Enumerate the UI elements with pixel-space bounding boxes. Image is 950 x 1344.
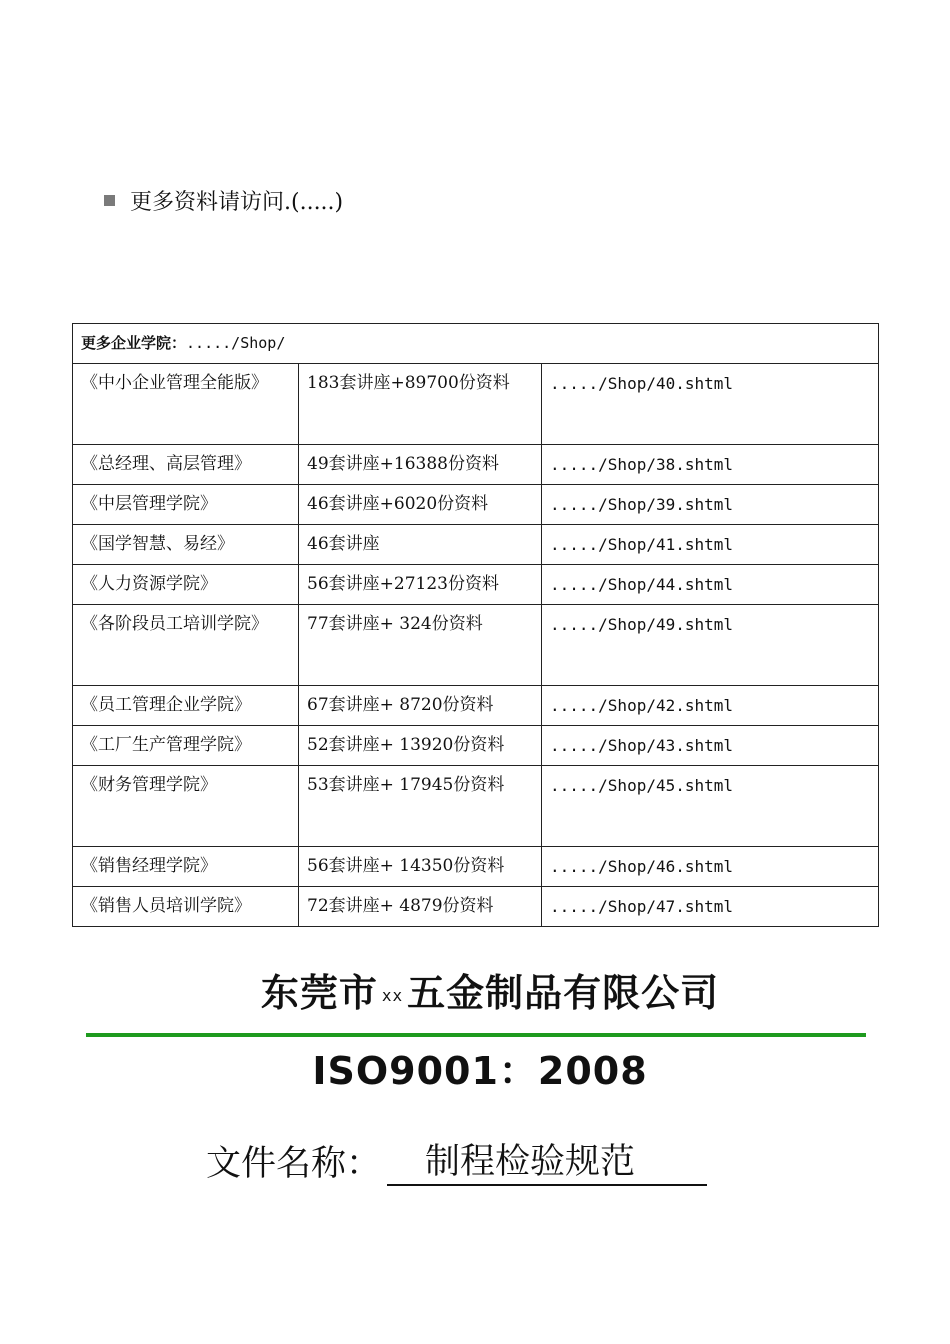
course-link[interactable]: ...../Shop/41.shtml (542, 525, 879, 565)
course-content: 52套讲座+ 13920份资料 (299, 726, 542, 766)
course-name: 《销售经理学院》 (73, 847, 299, 887)
course-name: 《中层管理学院》 (73, 485, 299, 525)
course-table (72, 323, 879, 927)
document-name-line (206, 1138, 707, 1186)
course-name: 《销售人员培训学院》 (73, 887, 299, 927)
course-name: 《工厂生产管理学院》 (73, 726, 299, 766)
course-content: 77套讲座+ 324份资料 (299, 605, 542, 686)
course-content: 67套讲座+ 8720份资料 (299, 686, 542, 726)
table-row (73, 485, 879, 525)
table-header-cell (73, 324, 879, 364)
course-link[interactable]: ...../Shop/46.shtml (542, 847, 879, 887)
table-row (73, 686, 879, 726)
course-name: 《国学智慧、易经》 (73, 525, 299, 565)
course-link[interactable]: ...../Shop/42.shtml (542, 686, 879, 726)
course-name: 《各阶段员工培训学院》 (73, 605, 299, 686)
header-link[interactable]: ...../Shop/ (186, 334, 286, 352)
table-row (73, 445, 879, 485)
table-row (73, 525, 879, 565)
course-name: 《总经理、高层管理》 (73, 445, 299, 485)
header-label: 更多企业学院： (81, 334, 187, 352)
table-row (73, 364, 879, 445)
course-name: 《财务管理学院》 (73, 766, 299, 847)
course-link[interactable]: ...../Shop/49.shtml (542, 605, 879, 686)
course-content: 72套讲座+ 4879份资料 (299, 887, 542, 927)
course-content: 183套讲座+89700份资料 (299, 364, 542, 445)
table-row (73, 565, 879, 605)
course-link[interactable]: ...../Shop/44.shtml (542, 565, 879, 605)
table-row (73, 847, 879, 887)
course-link[interactable]: ...../Shop/47.shtml (542, 887, 879, 927)
visit-note-text: 更多资料请访问.(.....) (130, 189, 344, 215)
document-name-value: 制程检验规范 (387, 1140, 707, 1186)
course-link[interactable]: ...../Shop/40.shtml (542, 364, 879, 445)
table-row (73, 605, 879, 686)
course-content: 46套讲座 (299, 525, 542, 565)
course-link[interactable]: ...../Shop/38.shtml (542, 445, 879, 485)
green-divider (86, 1033, 866, 1037)
iso-standard: ISO9001：2008 (312, 1049, 648, 1093)
course-content: 53套讲座+ 17945份资料 (299, 766, 542, 847)
document-name-label: 文件名称： (206, 1144, 382, 1184)
course-link[interactable]: ...../Shop/45.shtml (542, 766, 879, 847)
company-name-part2: 五金制品有限公司 (407, 971, 720, 1015)
course-content: 46套讲座+6020份资料 (299, 485, 542, 525)
square-bullet-icon (104, 195, 115, 206)
course-link[interactable]: ...../Shop/39.shtml (542, 485, 879, 525)
company-name-part1: 东莞市 (260, 971, 378, 1015)
course-name: 《人力资源学院》 (73, 565, 299, 605)
course-link[interactable]: ...../Shop/43.shtml (542, 726, 879, 766)
visit-note (104, 184, 343, 216)
course-name: 《中小企业管理全能版》 (73, 364, 299, 445)
company-name-placeholder: xx (381, 986, 404, 1005)
company-name (0, 962, 950, 1017)
course-content: 56套讲座+ 14350份资料 (299, 847, 542, 887)
table-row (73, 726, 879, 766)
table-row (73, 766, 879, 847)
course-content: 49套讲座+16388份资料 (299, 445, 542, 485)
course-name: 《员工管理企业学院》 (73, 686, 299, 726)
course-content: 56套讲座+27123份资料 (299, 565, 542, 605)
table-row (73, 887, 879, 927)
table-header-row (73, 324, 879, 364)
